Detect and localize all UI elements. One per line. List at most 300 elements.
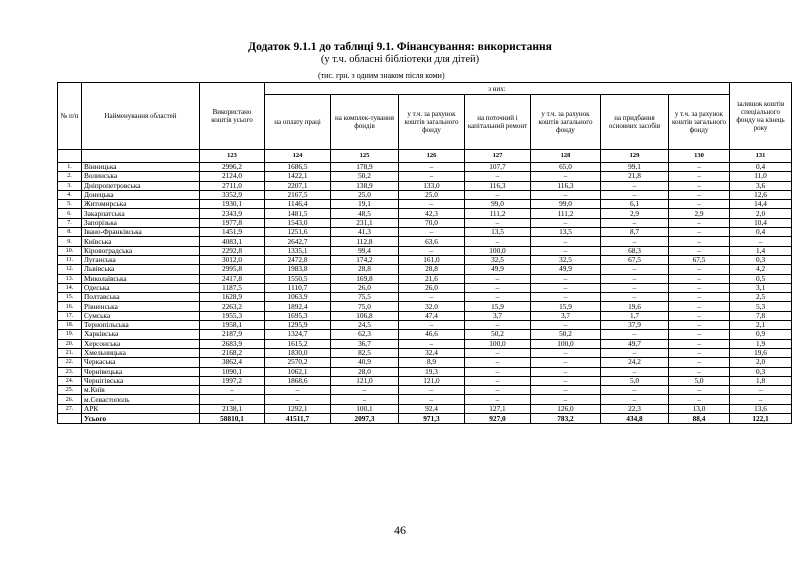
value-cell: 7,8 (730, 311, 792, 320)
code-cell-empty (82, 150, 200, 163)
value-cell: 75,5 (331, 293, 399, 302)
header-repair: на поточний і капітальний ремонт (465, 95, 531, 150)
value-cell: 3,6 (730, 181, 792, 190)
value-cell: 11,0 (730, 172, 792, 181)
value-cell: 1997,2 (200, 376, 265, 385)
header-salary: на оплату праці (265, 95, 331, 150)
value-cell: – (669, 283, 730, 292)
value-cell: 3012,0 (200, 255, 265, 264)
value-cell: 75,0 (331, 302, 399, 311)
value-cell: 19,6 (730, 348, 792, 357)
value-cell: – (669, 321, 730, 330)
value-cell: – (265, 395, 331, 404)
value-cell: – (531, 172, 601, 181)
region-name: Закарпатська (82, 209, 200, 218)
total-value: 783,2 (531, 414, 601, 424)
value-cell: – (730, 395, 792, 404)
value-cell: – (601, 293, 669, 302)
region-name: Херсонська (82, 339, 200, 348)
value-cell: – (669, 181, 730, 190)
value-cell: – (465, 386, 531, 395)
value-cell: 138,9 (331, 181, 399, 190)
row-number: 25. (58, 386, 82, 395)
table-row (58, 237, 792, 246)
value-cell: – (200, 386, 265, 395)
value-cell: 32,5 (465, 255, 531, 264)
value-cell: 100,0 (531, 339, 601, 348)
region-name: Дніпропетровська (82, 181, 200, 190)
value-cell: 99,1 (601, 163, 669, 172)
header-balance: залишок коштів спеціального фонду на кінець року (730, 83, 792, 150)
value-cell: 2,5 (730, 293, 792, 302)
value-cell: 1830,0 (265, 348, 331, 357)
code-cell: 123 (200, 150, 265, 163)
row-number: 27. (58, 404, 82, 413)
value-cell: 3,7 (531, 311, 601, 320)
value-cell: 3352,9 (200, 190, 265, 199)
value-cell: 111,2 (531, 209, 601, 218)
value-cell: – (465, 237, 531, 246)
value-cell: – (399, 395, 465, 404)
value-cell: 4083,1 (200, 237, 265, 246)
value-cell: – (669, 265, 730, 274)
table-row (58, 228, 792, 237)
value-cell: 12,6 (730, 190, 792, 199)
value-cell: – (669, 163, 730, 172)
value-cell: – (601, 348, 669, 357)
total-value: 41511,7 (265, 414, 331, 424)
value-cell: 10,4 (730, 218, 792, 227)
code-cell: 127 (465, 150, 531, 163)
table-row (58, 200, 792, 209)
region-name: Запорізька (82, 218, 200, 227)
table-row (58, 209, 792, 218)
value-cell: 1930,1 (200, 200, 265, 209)
value-cell: – (331, 386, 399, 395)
value-cell: – (669, 246, 730, 255)
value-cell: 1090,1 (200, 367, 265, 376)
value-cell: – (669, 395, 730, 404)
region-name: Львівська (82, 265, 200, 274)
value-cell: – (331, 395, 399, 404)
value-cell: – (399, 386, 465, 395)
value-cell: – (601, 330, 669, 339)
value-cell: – (730, 237, 792, 246)
value-cell: 25,0 (331, 190, 399, 199)
value-cell: 99,0 (465, 200, 531, 209)
value-cell: – (465, 367, 531, 376)
row-number: 23. (58, 367, 82, 376)
value-cell: 8,9 (399, 358, 465, 367)
row-number: 10. (58, 246, 82, 255)
row-number: 11. (58, 255, 82, 264)
table-row (58, 348, 792, 357)
value-cell: – (669, 348, 730, 357)
value-cell: – (465, 348, 531, 357)
value-cell: 65,0 (531, 163, 601, 172)
value-cell: 1110,7 (265, 283, 331, 292)
value-cell: – (465, 190, 531, 199)
header-code-row (58, 150, 792, 163)
value-cell: 48,5 (331, 209, 399, 218)
value-cell: – (601, 367, 669, 376)
region-name: Вінницька (82, 163, 200, 172)
value-cell: 121,0 (331, 376, 399, 385)
region-name: Черкаська (82, 358, 200, 367)
value-cell: – (669, 237, 730, 246)
value-cell: 99,0 (531, 200, 601, 209)
value-cell: – (669, 200, 730, 209)
value-cell: – (669, 190, 730, 199)
value-cell: 1977,8 (200, 218, 265, 227)
value-cell: 13,5 (465, 228, 531, 237)
value-cell: – (601, 218, 669, 227)
value-cell: – (531, 358, 601, 367)
value-cell: 42,3 (399, 209, 465, 218)
value-cell: 2,0 (730, 358, 792, 367)
value-cell: – (669, 330, 730, 339)
region-name: Чернівецька (82, 367, 200, 376)
value-cell: – (531, 386, 601, 395)
table-body (58, 163, 792, 424)
value-cell: 36,7 (331, 339, 399, 348)
row-number: 15. (58, 293, 82, 302)
value-cell: 2642,7 (265, 237, 331, 246)
value-cell: – (601, 181, 669, 190)
value-cell: 24,5 (331, 321, 399, 330)
value-cell: 2711,0 (200, 181, 265, 190)
value-cell: – (601, 265, 669, 274)
row-number: 7. (58, 218, 82, 227)
code-cell: 130 (669, 150, 730, 163)
value-cell: 0,3 (730, 367, 792, 376)
header-num: № п/п (58, 83, 82, 150)
value-cell: 111,2 (465, 209, 531, 218)
value-cell: 2343,9 (200, 209, 265, 218)
value-cell: 3,1 (730, 283, 792, 292)
value-cell: – (200, 395, 265, 404)
value-cell: – (601, 386, 669, 395)
row-number: 26. (58, 395, 82, 404)
total-value: 927,0 (465, 414, 531, 424)
value-cell: 1251,6 (265, 228, 331, 237)
value-cell: 1,4 (730, 246, 792, 255)
region-name: Івано-Франківська (82, 228, 200, 237)
value-cell: 13,6 (730, 404, 792, 413)
header-assets-general: у т.ч. за рахунок коштів загального фонду (669, 95, 730, 150)
table-row (58, 190, 792, 199)
value-cell: – (465, 274, 531, 283)
value-cell: 19,6 (601, 302, 669, 311)
code-cell: 124 (265, 150, 331, 163)
value-cell: 100,0 (465, 246, 531, 255)
value-cell: 19,3 (399, 367, 465, 376)
value-cell: 1063,9 (265, 293, 331, 302)
value-cell: 1295,9 (265, 321, 331, 330)
table-row (58, 246, 792, 255)
value-cell: 67,5 (669, 255, 730, 264)
region-name: Сумська (82, 311, 200, 320)
row-number: 4. (58, 190, 82, 199)
row-number: 22. (58, 358, 82, 367)
region-name: Чернігівська (82, 376, 200, 385)
value-cell: 2570,2 (265, 358, 331, 367)
value-cell: – (399, 200, 465, 209)
value-cell: 13,0 (669, 404, 730, 413)
value-cell: 3,7 (465, 311, 531, 320)
row-number: 18. (58, 321, 82, 330)
value-cell: 21,8 (601, 172, 669, 181)
value-cell: 1686,5 (265, 163, 331, 172)
row-number: 21. (58, 348, 82, 357)
value-cell: 0,9 (730, 330, 792, 339)
value-cell: 106,8 (331, 311, 399, 320)
table-row (58, 330, 792, 339)
value-cell: 41,3 (331, 228, 399, 237)
value-cell: – (531, 274, 601, 283)
value-cell: 2683,9 (200, 339, 265, 348)
row-number: 12. (58, 265, 82, 274)
value-cell: 231,1 (331, 218, 399, 227)
row-number: 3. (58, 181, 82, 190)
value-cell: 2,9 (669, 209, 730, 218)
region-name: Житомирська (82, 200, 200, 209)
value-cell: – (669, 218, 730, 227)
value-cell: 116,3 (465, 181, 531, 190)
value-cell: – (399, 321, 465, 330)
table-row (58, 367, 792, 376)
value-cell: – (669, 311, 730, 320)
value-cell: – (669, 302, 730, 311)
value-cell: 13,5 (531, 228, 601, 237)
value-cell: – (465, 293, 531, 302)
value-cell: 3862,4 (200, 358, 265, 367)
total-value: 971,3 (399, 414, 465, 424)
value-cell: – (399, 293, 465, 302)
value-cell: – (465, 395, 531, 404)
value-cell: 2168,2 (200, 348, 265, 357)
value-cell: – (399, 246, 465, 255)
total-value: 122,1 (730, 414, 792, 424)
value-cell: 2,9 (601, 209, 669, 218)
row-number: 19. (58, 330, 82, 339)
total-value: 88,4 (669, 414, 730, 424)
value-cell: – (399, 163, 465, 172)
region-name: Одеська (82, 283, 200, 292)
value-cell: 47,4 (399, 311, 465, 320)
code-cell: 128 (531, 150, 601, 163)
value-cell: – (531, 237, 601, 246)
region-name: Київська (82, 237, 200, 246)
value-cell: 5,0 (601, 376, 669, 385)
value-cell: – (531, 348, 601, 357)
value-cell: – (399, 339, 465, 348)
value-cell: – (669, 367, 730, 376)
value-cell: – (669, 358, 730, 367)
row-number: 1. (58, 163, 82, 172)
value-cell: – (265, 386, 331, 395)
header-acq-general: у т.ч. за рахунок коштів загального фонду (399, 95, 465, 150)
value-cell: 161,0 (399, 255, 465, 264)
value-cell: 50,2 (531, 330, 601, 339)
value-cell: – (531, 283, 601, 292)
value-cell: – (669, 172, 730, 181)
value-cell: 32,4 (399, 348, 465, 357)
region-name: Тернопільська (82, 321, 200, 330)
value-cell: 1628,9 (200, 293, 265, 302)
value-cell: 40,9 (331, 358, 399, 367)
value-cell: – (531, 367, 601, 376)
value-cell: 2187,9 (200, 330, 265, 339)
value-cell: – (601, 237, 669, 246)
header-used-total: Використано коштів усього (200, 83, 265, 150)
table-row (58, 293, 792, 302)
value-cell: – (465, 172, 531, 181)
table-row (58, 181, 792, 190)
value-cell: 82,5 (331, 348, 399, 357)
value-cell: 0,5 (730, 274, 792, 283)
table-row (58, 218, 792, 227)
value-cell: – (465, 358, 531, 367)
value-cell: 26,0 (399, 283, 465, 292)
value-cell: 116,3 (531, 181, 601, 190)
value-cell: – (531, 293, 601, 302)
value-cell: 1,8 (730, 376, 792, 385)
value-cell: 1615,2 (265, 339, 331, 348)
value-cell: – (601, 274, 669, 283)
header-of-which: з них: (265, 83, 730, 95)
value-cell: – (531, 190, 601, 199)
header-acquisition: на комплек-тування фондів (331, 95, 399, 150)
value-cell: 2124,0 (200, 172, 265, 181)
row-number: 13. (58, 274, 82, 283)
value-cell: 4,2 (730, 265, 792, 274)
table-row (58, 395, 792, 404)
region-name: м.Київ (82, 386, 200, 395)
row-number: 24. (58, 376, 82, 385)
value-cell: 21,6 (399, 274, 465, 283)
value-cell: 8,7 (601, 228, 669, 237)
value-cell: 2472,8 (265, 255, 331, 264)
value-cell: 2,0 (730, 209, 792, 218)
row-number: 8. (58, 228, 82, 237)
value-cell: 112,8 (331, 237, 399, 246)
table-row (58, 302, 792, 311)
document-title: Додаток 9.1.1 до таблиці 9.1. Фінансування: використання (248, 41, 552, 53)
value-cell: 1481,5 (265, 209, 331, 218)
value-cell: 32,5 (531, 255, 601, 264)
value-cell: 28,8 (331, 265, 399, 274)
value-cell: – (531, 218, 601, 227)
region-name: АРК (82, 404, 200, 413)
value-cell: 92,4 (399, 404, 465, 413)
value-cell: 2207,1 (265, 181, 331, 190)
total-value: 2097,3 (331, 414, 399, 424)
value-cell: 32,0 (399, 302, 465, 311)
table-row (58, 283, 792, 292)
value-cell: 100,0 (465, 339, 531, 348)
value-cell: 1,9 (730, 339, 792, 348)
value-cell: 1892,4 (265, 302, 331, 311)
value-cell: 5,0 (669, 376, 730, 385)
value-cell: 178,9 (331, 163, 399, 172)
value-cell: – (465, 283, 531, 292)
value-cell: 1,7 (601, 311, 669, 320)
total-value: 434,8 (601, 414, 669, 424)
region-name: Кіровоградська (82, 246, 200, 255)
value-cell: – (669, 339, 730, 348)
region-name: Рівненська (82, 302, 200, 311)
value-cell: – (669, 274, 730, 283)
code-cell-empty (58, 150, 82, 163)
value-cell: 2417,8 (200, 274, 265, 283)
region-name: Харківська (82, 330, 200, 339)
value-cell: – (465, 218, 531, 227)
value-cell: 70,0 (399, 218, 465, 227)
value-cell: 2263,2 (200, 302, 265, 311)
value-cell: – (399, 172, 465, 181)
total-value: 58810,1 (200, 414, 265, 424)
row-number: 17. (58, 311, 82, 320)
value-cell: 2138,1 (200, 404, 265, 413)
row-number: 16. (58, 302, 82, 311)
value-cell: 68,3 (601, 246, 669, 255)
region-name: Миколаївська (82, 274, 200, 283)
value-cell: – (669, 293, 730, 302)
value-cell: – (531, 321, 601, 330)
row-number: 6. (58, 209, 82, 218)
value-cell: 50,2 (465, 330, 531, 339)
region-name: Полтавська (82, 293, 200, 302)
value-cell: – (531, 246, 601, 255)
code-cell: 125 (331, 150, 399, 163)
value-cell: 2996,2 (200, 163, 265, 172)
value-cell: 1335,1 (265, 246, 331, 255)
financing-table (57, 82, 792, 424)
value-cell: 24,2 (601, 358, 669, 367)
value-cell: 2,1 (730, 321, 792, 330)
value-cell: 0,4 (730, 228, 792, 237)
units-note: (тис. грн. з одним знаком після коми) (318, 71, 445, 80)
region-name: Хмельницька (82, 348, 200, 357)
value-cell: 133,0 (399, 181, 465, 190)
table-row (58, 339, 792, 348)
value-cell: – (601, 283, 669, 292)
document-subtitle: (у т.ч. обласні бібліотеки для дітей) (320, 54, 480, 65)
value-cell: 28,8 (399, 265, 465, 274)
value-cell: 1146,4 (265, 200, 331, 209)
value-cell: – (601, 395, 669, 404)
table-row (58, 311, 792, 320)
value-cell: – (601, 190, 669, 199)
region-name: Волинська (82, 172, 200, 181)
table-row (58, 358, 792, 367)
table-row (58, 376, 792, 385)
value-cell: 174,2 (331, 255, 399, 264)
value-cell: 1451,9 (200, 228, 265, 237)
table-row (58, 163, 792, 172)
row-number: 20. (58, 339, 82, 348)
value-cell: 50,2 (331, 172, 399, 181)
table-row (58, 265, 792, 274)
value-cell: 14,4 (730, 200, 792, 209)
table-row (58, 404, 792, 413)
value-cell: – (730, 386, 792, 395)
value-cell: – (531, 376, 601, 385)
value-cell: 37,9 (601, 321, 669, 330)
value-cell: 67,5 (601, 255, 669, 264)
value-cell: 0,4 (730, 163, 792, 172)
